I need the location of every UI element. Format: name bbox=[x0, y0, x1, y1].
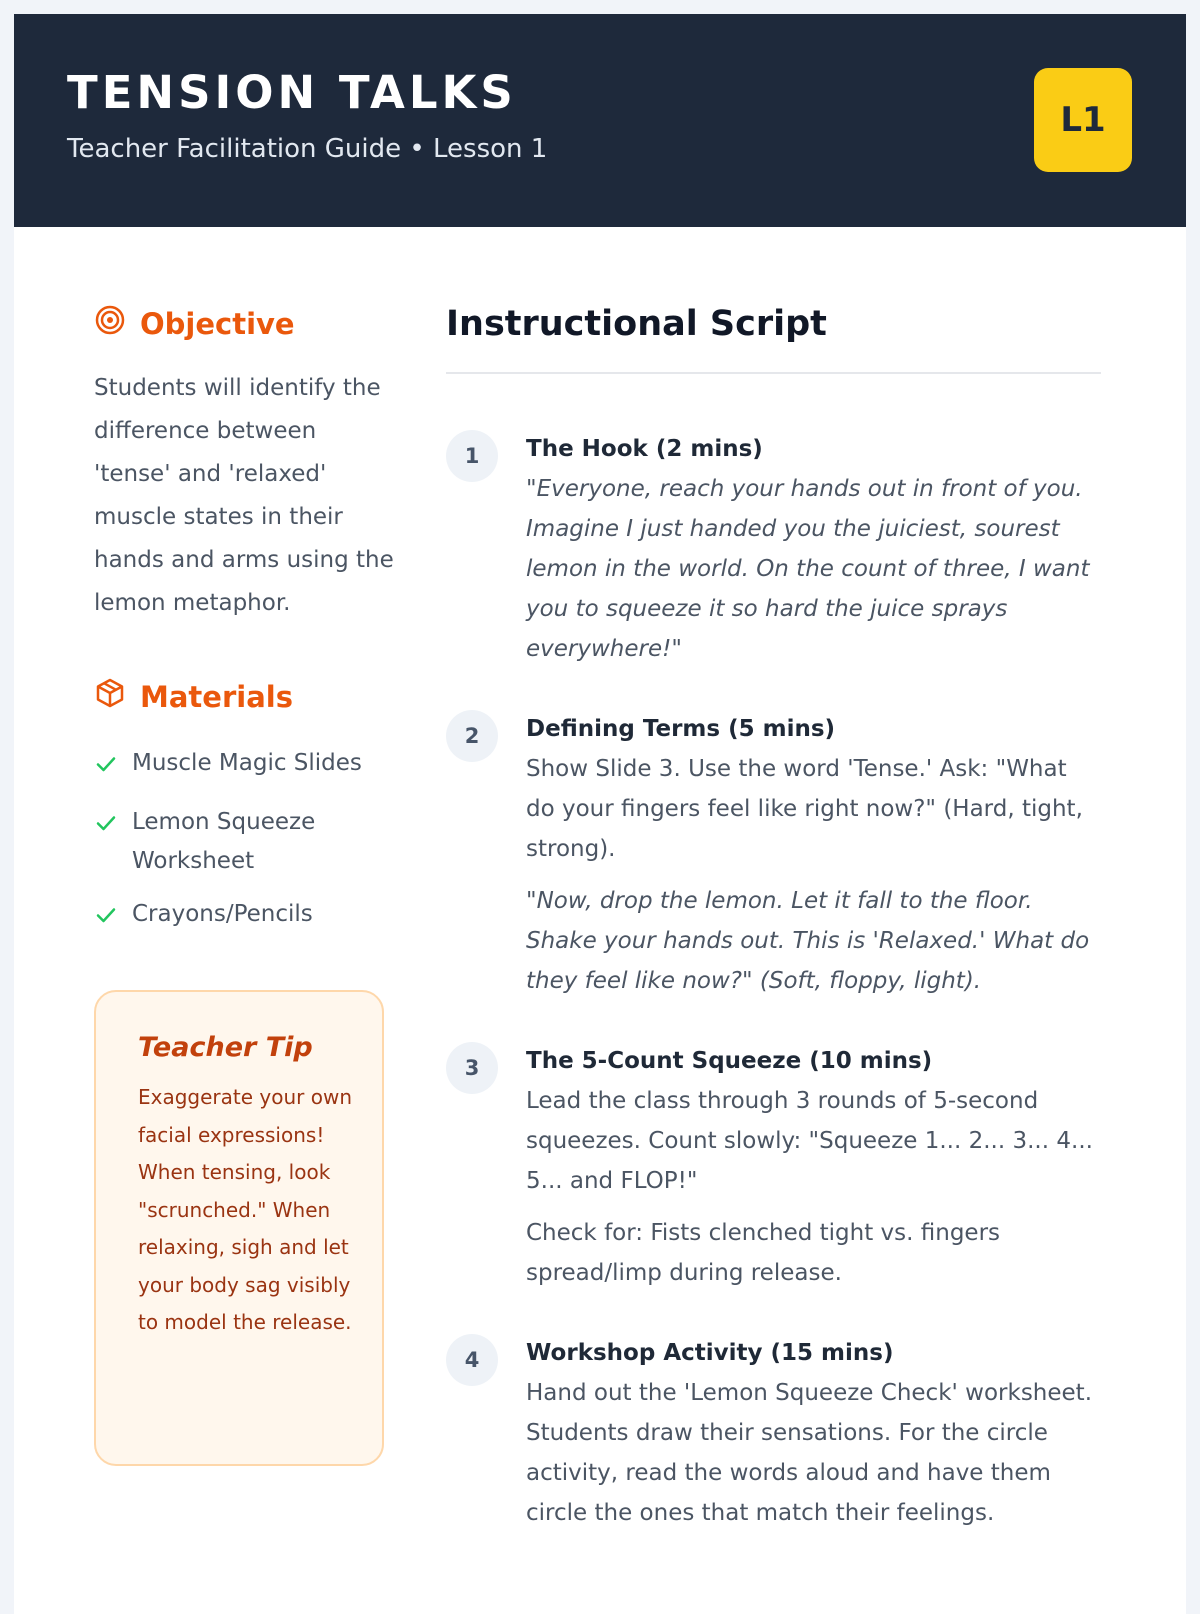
lesson-badge: L1 bbox=[1034, 68, 1132, 172]
check-icon bbox=[94, 803, 118, 848]
objective-heading bbox=[94, 304, 394, 343]
materials-section bbox=[94, 677, 394, 940]
materials-list bbox=[94, 744, 394, 940]
steps-list bbox=[446, 429, 1101, 1533]
materials-heading bbox=[94, 677, 394, 716]
material-label: Muscle Magic Slides bbox=[132, 750, 362, 776]
tip-title: Teacher Tip bbox=[138, 1032, 313, 1063]
step-item bbox=[446, 1333, 1101, 1533]
step-title: The 5-Count Squeeze (10 mins) bbox=[526, 1048, 933, 1074]
header bbox=[14, 14, 1186, 227]
step-text: "Everyone, reach your hands out in front of you. Imagine I just handed you the juiciest, sourest lemon in the world. On the count of three, I want you to squeeze it so hard the juice sprays everywhere!" bbox=[526, 476, 1090, 662]
page-title: TENSION TALKS bbox=[67, 66, 517, 119]
script-heading: Instructional Script bbox=[446, 304, 1101, 374]
step-title: Workshop Activity (15 mins) bbox=[526, 1340, 894, 1366]
teacher-tip-box bbox=[94, 990, 384, 1466]
step-number: 3 bbox=[446, 1042, 498, 1094]
step-item bbox=[446, 709, 1101, 1001]
list-item bbox=[94, 744, 394, 789]
check-icon bbox=[94, 895, 118, 940]
list-item bbox=[94, 895, 394, 940]
objective-label: Objective bbox=[140, 306, 295, 341]
step-text: Check for: Fists clenched tight vs. fingers spread/limp during release. bbox=[526, 1220, 1001, 1286]
check-icon bbox=[94, 744, 118, 789]
step-number: 2 bbox=[446, 710, 498, 762]
step-number: 4 bbox=[446, 1334, 498, 1386]
materials-label: Materials bbox=[140, 679, 293, 714]
page-subtitle: Teacher Facilitation Guide • Lesson 1 bbox=[67, 134, 548, 164]
step-text: Hand out the 'Lemon Squeeze Check' worksheet. Students draw their sensations. For the circle activity, read the words aloud and have them circle the ones that match their feelings. bbox=[526, 1380, 1093, 1526]
material-label: Lemon Squeeze Worksheet bbox=[132, 809, 316, 874]
step-number: 1 bbox=[446, 430, 498, 482]
step-title: Defining Terms (5 mins) bbox=[526, 716, 836, 742]
step-text: "Now, drop the lemon. Let it fall to the floor. Shake your hands out. This is 'Relaxed.' What do they feel like now?" (Soft, floppy, light). bbox=[526, 888, 1090, 994]
step-item bbox=[446, 1041, 1101, 1293]
sidebar bbox=[94, 304, 394, 1466]
tip-text: Exaggerate your own facial expressions! When tensing, look "scrunched." When relaxing, sigh and let your body sag visibly to model the release. bbox=[138, 1085, 353, 1334]
step-item bbox=[446, 429, 1101, 669]
list-item bbox=[94, 803, 394, 881]
main-content bbox=[446, 304, 1101, 1533]
target-icon bbox=[94, 304, 126, 343]
box-icon bbox=[94, 677, 126, 716]
guide-card bbox=[14, 14, 1186, 1614]
material-label: Crayons/Pencils bbox=[132, 901, 313, 927]
step-text: Lead the class through 3 rounds of 5-second squeezes. Count slowly: "Squeeze 1... 2... 3... 4... 5... and FLOP!" bbox=[526, 1088, 1093, 1194]
step-title: The Hook (2 mins) bbox=[526, 436, 763, 462]
step-text: Show Slide 3. Use the word 'Tense.' Ask: "What do your fingers feel like right now?" (Hard, tight, strong). bbox=[526, 756, 1083, 862]
objective-text: Students will identify the difference between 'tense' and 'relaxed' muscle states in their hands and arms using the lemon metaphor. bbox=[94, 375, 394, 616]
